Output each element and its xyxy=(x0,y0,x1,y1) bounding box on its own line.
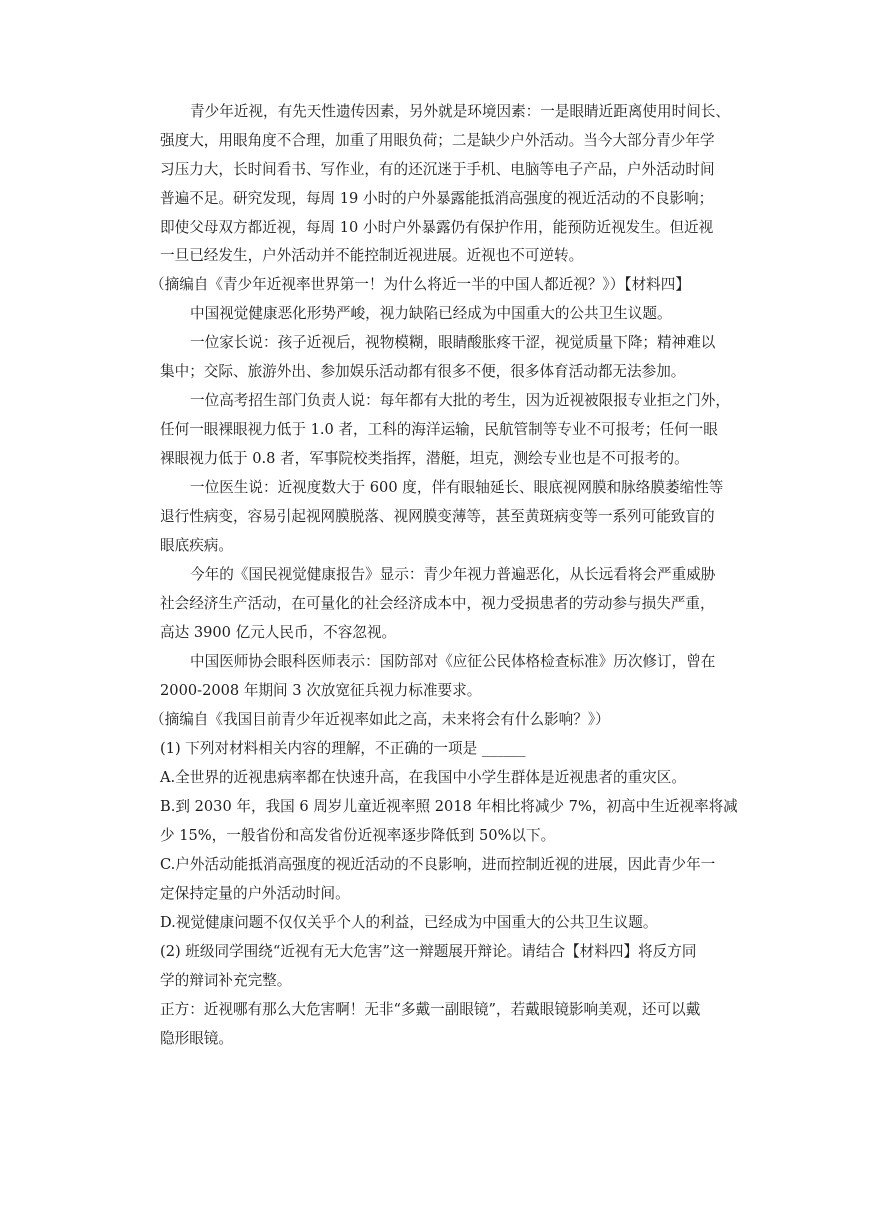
source-citation: （摘编自《青少年近视率世界第一！为什么将近一半的中国人都近视？》）【材料四】 xyxy=(150,276,690,293)
option-d: D.视觉健康问题不仅仅关乎个人的利益，已经成为中国重大的公共卫生议题。 xyxy=(160,914,658,931)
text-line: 社会经济生产活动，在可量化的社会经济成本中，视力受损患者的劳动参与损失严重， xyxy=(160,595,715,612)
text-line: 集中；交际、旅游外出、参加娱乐活动都有很多不便，很多体育活动都无法参加。 xyxy=(160,363,686,380)
text-line: 中国医师协会眼科医师表示：国防部对《应征公民体格检查标准》历次修订，曾在 xyxy=(190,653,716,670)
text-line: 强度大，用眼角度不合理，加重了用眼负荷；二是缺少户外活动。当今大部分青少年学 xyxy=(160,132,715,149)
text-line: 今年的《国民视觉健康报告》显示：青少年视力普遍恶化，从长远看将会严重威胁 xyxy=(190,566,716,583)
text-line: 高达 3900 亿元人民币，不容忽视。 xyxy=(160,624,397,641)
text-line: 任何一眼裸眼视力低于 1.0 者，工科的海洋运输，民航管制等专业不可报考；任何一眼 xyxy=(160,421,718,438)
question-2: (2) 班级同学围绕“近视有无大危害”这一辩题展开辩论。请结合【材料四】将反方同 xyxy=(160,943,697,960)
text-line: 即使父母双方都近视，每周 10 小时户外暴露仍有保护作用，能预防近视发生。但近视 xyxy=(160,219,714,236)
text-line: 一位家长说：孩子近视后，视物模糊，眼睛酸胀疼干涩，视觉质量下降；精神难以 xyxy=(190,334,716,351)
option-b-cont: 少 15%，一般省份和高发省份近视率逐步降低到 50%以下。 xyxy=(160,827,556,844)
option-c-cont: 定保持定量的户外活动时间。 xyxy=(160,885,350,902)
text-line: 眼底疾病。 xyxy=(160,537,233,554)
text-line: 裸眼视力低于 0.8 者，军事院校类指挥，潜艇，坦克，测绘专业也是不可报考的。 xyxy=(160,450,689,467)
text-line: 2000-2008 年期间 3 次放宽征兵视力标准要求。 xyxy=(160,682,482,699)
option-c: C.户外活动能抵消高强度的视近活动的不良影响，进而控制近视的进展，因此青少年一 xyxy=(160,856,716,873)
text-line: 习压力大，长时间看书、写作业，有的还沉迷于手机、电脑等电子产品，户外活动时间 xyxy=(160,161,715,178)
text-line: 中国视觉健康恶化形势严峻，视力缺陷已经成为中国重大的公共卫生议题。 xyxy=(190,305,672,322)
text-line: 一位医生说：近视度数大于 600 度，伴有眼轴延长、眼底视网膜和脉络膜萎缩性等 xyxy=(190,479,724,496)
source-citation: （摘编自《我国目前青少年近视率如此之高，未来将会有什么影响？》） xyxy=(150,711,610,728)
affirmative-statement: 正方：近视哪有那么大危害啊！无非“多戴一副眼镜”，若戴眼镜影响美观，还可以戴 xyxy=(160,1001,701,1018)
option-a: A.全世界的近视患病率都在快速升高，在我国中小学生群体是近视患者的重灾区。 xyxy=(160,769,686,786)
text-line: 青少年近视，有先天性遗传因素，另外就是环境因素：一是眼睛近距离使用时间长、 xyxy=(190,103,730,120)
option-b: B.到 2030 年，我国 6 周岁儿童近视率照 2018 年相比将减少 7%，初高中生近视率将减 xyxy=(160,798,738,815)
text-line: 退行性病变，容易引起视网膜脱落、视网膜变薄等，甚至黄斑病变等一系列可能致盲的 xyxy=(160,508,715,525)
affirmative-statement-cont: 隐形眼镜。 xyxy=(160,1030,233,1047)
text-line: 一旦已经发生，户外活动并不能控制近视进展。近视也不可逆转。 xyxy=(160,247,584,264)
question-2-cont: 学的辩词补充完整。 xyxy=(160,972,292,989)
text-line: 一位高考招生部门负责人说：每年都有大批的考生，因为近视被限报专业拒之门外， xyxy=(190,392,730,409)
text-line: 普遍不足。研究发现，每周 19 小时的户外暴露能抵消高强度的视近活动的不良影响； xyxy=(160,190,714,207)
question-1: (1) 下列对材料相关内容的理解，不正确的一项是 ______ xyxy=(160,740,526,757)
